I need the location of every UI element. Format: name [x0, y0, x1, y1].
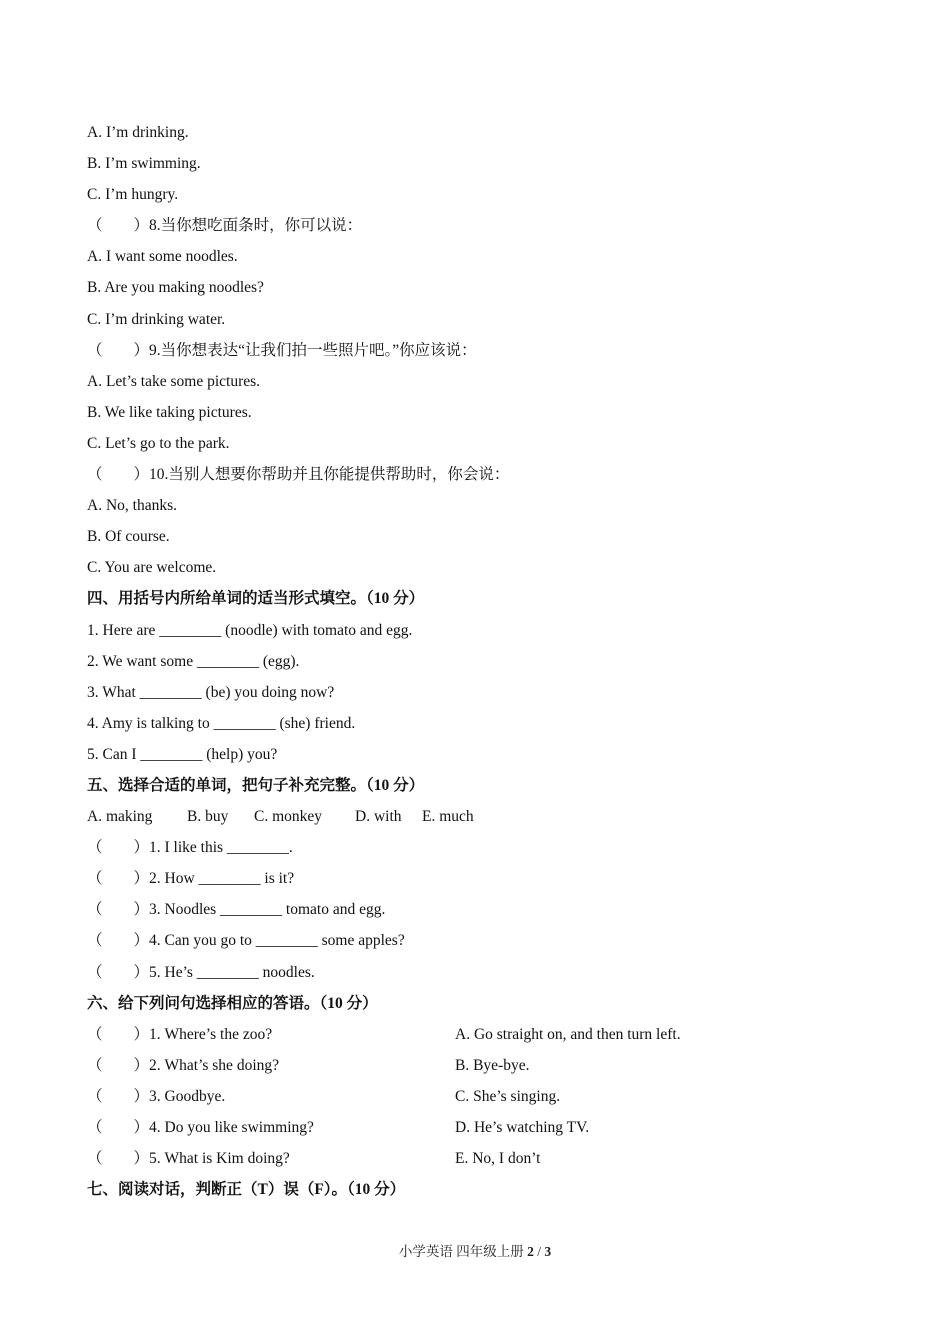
word-bank-option: C. monkey — [254, 808, 323, 826]
match-answer: D. He’s watching TV. — [455, 1119, 590, 1136]
page-number: 2 — [527, 1244, 534, 1259]
match-row — [87, 1112, 867, 1143]
choice-item: （ ）3. Noodles ________ tomato and egg. — [87, 901, 386, 919]
match-question: （ ）2. What’s she doing? — [87, 1056, 280, 1074]
option-line: A. No, thanks. — [87, 497, 177, 515]
question-stem-8: （ ）8.当你想吃面条时，你可以说： — [87, 217, 363, 235]
match-row — [87, 1143, 867, 1174]
question-stem-9: （ ）9.当你想表达“让我们拍一些照片吧。”你应该说： — [87, 341, 477, 359]
page-footer — [0, 1240, 950, 1260]
page-separator: / — [533, 1244, 545, 1259]
worksheet-page — [87, 117, 867, 1205]
match-row — [87, 1050, 867, 1081]
option-line: A. I want some noodles. — [87, 248, 238, 266]
option-line: B. Of course. — [87, 528, 170, 546]
section-heading-6: 六、给下列问句选择相应的答语。（10 分） — [87, 994, 378, 1012]
match-row — [87, 1081, 867, 1112]
fill-blank-item: 1. Here are ________ (noodle) with tomato and egg. — [87, 621, 413, 639]
option-line: C. Let’s go to the park. — [87, 434, 230, 452]
choice-item: （ ）2. How ________ is it? — [87, 870, 295, 888]
option-line: B. I’m swimming. — [87, 155, 201, 173]
option-line: B. Are you making noodles? — [87, 279, 264, 297]
match-answer: A. Go straight on, and then turn left. — [455, 1025, 681, 1043]
match-row — [87, 1019, 867, 1050]
match-question: （ ）3. Goodbye. — [87, 1087, 226, 1105]
choice-item: （ ）1. I like this ________. — [87, 839, 293, 857]
option-line: C. I’m hungry. — [87, 186, 179, 204]
word-bank-option: D. with — [355, 808, 402, 826]
option-line: C. I’m drinking water. — [87, 310, 226, 328]
word-bank-option: E. much — [422, 808, 474, 826]
section-heading-5: 五、选择合适的单词，把句子补充完整。（10 分） — [87, 776, 425, 794]
match-question: （ ）5. What is Kim doing? — [87, 1150, 290, 1168]
match-answer: C. She’s singing. — [455, 1087, 561, 1105]
word-bank-option: B. buy — [187, 808, 229, 826]
question-stem-10: （ ）10.当别人想要你帮助并且你能提供帮助时，你会说： — [87, 466, 510, 484]
fill-blank-item: 4. Amy is talking to ________ (she) friend. — [87, 714, 356, 732]
match-question: （ ）1. Where’s the zoo? — [87, 1025, 273, 1043]
section-heading-7: 七、阅读对话，判断正（T）误（F）。（10 分） — [87, 1181, 406, 1199]
section-heading-4: 四、用括号内所给单词的适当形式填空。（10 分） — [87, 590, 425, 608]
fill-blank-item: 2. We want some ________ (egg). — [87, 652, 300, 670]
match-question: （ ）4. Do you like swimming? — [87, 1119, 314, 1136]
choice-item: （ ）5. He’s ________ noodles. — [87, 963, 315, 981]
page-total: 3 — [544, 1244, 552, 1259]
footer-text: 小学英语 四年级上册 — [398, 1244, 528, 1259]
match-answer: E. No, I don’t — [455, 1150, 541, 1168]
word-bank-option: A. making — [87, 808, 153, 826]
fill-blank-item: 3. What ________ (be) you doing now? — [87, 683, 335, 701]
option-line: C. You are welcome. — [87, 559, 217, 577]
word-bank — [87, 801, 867, 832]
option-line: A. I’m drinking. — [87, 124, 189, 141]
option-line: B. We like taking pictures. — [87, 403, 252, 421]
fill-blank-item: 5. Can I ________ (help) you? — [87, 745, 278, 763]
match-answer: B. Bye-bye. — [455, 1056, 530, 1074]
choice-item: （ ）4. Can you go to ________ some apples? — [87, 932, 405, 950]
option-line: A. Let’s take some pictures. — [87, 372, 261, 390]
